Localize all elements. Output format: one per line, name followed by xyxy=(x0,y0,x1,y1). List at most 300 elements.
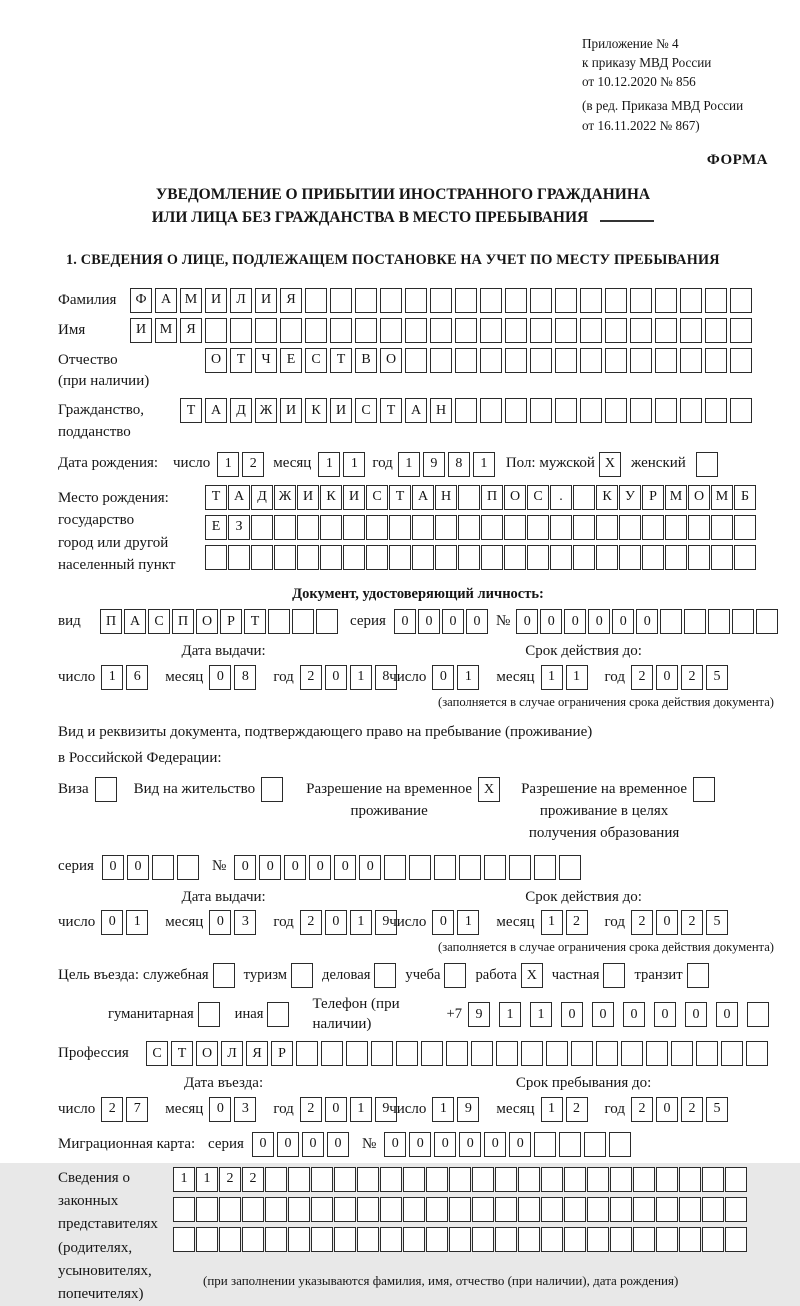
char-box[interactable] xyxy=(389,515,411,540)
char-box[interactable]: 1 xyxy=(318,452,340,477)
char-box[interactable]: 0 xyxy=(325,1097,347,1122)
char-box[interactable] xyxy=(219,1197,241,1222)
char-box[interactable]: 0 xyxy=(284,855,306,880)
char-box[interactable] xyxy=(480,398,502,423)
char-box[interactable]: 1 xyxy=(541,910,563,935)
char-box[interactable] xyxy=(630,318,652,343)
char-box[interactable]: Т xyxy=(205,485,227,510)
char-box[interactable] xyxy=(596,1041,618,1066)
char-box[interactable] xyxy=(405,288,427,313)
char-box[interactable] xyxy=(449,1197,471,1222)
char-box[interactable]: 3 xyxy=(234,1097,256,1122)
char-box[interactable] xyxy=(334,1197,356,1222)
char-box[interactable] xyxy=(316,609,338,634)
char-box[interactable]: 1 xyxy=(173,1167,195,1192)
char-box[interactable]: 0 xyxy=(656,910,678,935)
char-box[interactable] xyxy=(680,398,702,423)
char-box[interactable]: 0 xyxy=(656,1097,678,1122)
char-box[interactable] xyxy=(495,1227,517,1252)
char-box[interactable]: 0 xyxy=(564,609,586,634)
char-box[interactable] xyxy=(173,1197,195,1222)
char-box[interactable] xyxy=(311,1167,333,1192)
char-box[interactable] xyxy=(630,348,652,373)
char-box[interactable]: 0 xyxy=(685,1002,707,1027)
char-box[interactable] xyxy=(430,318,452,343)
char-box[interactable]: 0 xyxy=(334,855,356,880)
char-box[interactable]: 2 xyxy=(566,1097,588,1122)
char-box[interactable]: 2 xyxy=(681,910,703,935)
char-box[interactable]: Е xyxy=(280,348,302,373)
char-box[interactable] xyxy=(242,1227,264,1252)
char-box[interactable]: Р xyxy=(642,485,664,510)
char-box[interactable] xyxy=(746,1041,768,1066)
char-box[interactable]: О xyxy=(205,348,227,373)
char-box[interactable] xyxy=(380,288,402,313)
char-box[interactable]: 1 xyxy=(457,665,479,690)
char-box[interactable]: 2 xyxy=(101,1097,123,1122)
char-box[interactable] xyxy=(580,288,602,313)
char-box[interactable]: 1 xyxy=(473,452,495,477)
char-box[interactable]: 0 xyxy=(209,1097,231,1122)
char-box[interactable]: Ф xyxy=(130,288,152,313)
residence-issue-month[interactable] xyxy=(209,910,259,935)
char-box[interactable]: 1 xyxy=(457,910,479,935)
char-box[interactable] xyxy=(555,288,577,313)
char-box[interactable] xyxy=(564,1167,586,1192)
char-box[interactable]: О xyxy=(504,485,526,510)
char-box[interactable]: Б xyxy=(734,485,756,510)
char-box[interactable] xyxy=(430,348,452,373)
visa-checkbox[interactable] xyxy=(95,777,117,802)
char-box[interactable] xyxy=(605,318,627,343)
char-box[interactable] xyxy=(705,318,727,343)
char-box[interactable]: С xyxy=(355,398,377,423)
char-box[interactable] xyxy=(527,515,549,540)
char-box[interactable] xyxy=(596,515,618,540)
char-box[interactable] xyxy=(343,545,365,570)
char-box[interactable] xyxy=(660,609,682,634)
char-box[interactable]: Т xyxy=(330,348,352,373)
char-box[interactable] xyxy=(305,288,327,313)
char-box[interactable]: 0 xyxy=(516,609,538,634)
char-box[interactable]: 0 xyxy=(209,910,231,935)
char-box[interactable]: 1 xyxy=(566,665,588,690)
residence-expiry-day[interactable] xyxy=(432,910,482,935)
doc-type-input[interactable] xyxy=(100,609,340,634)
char-box[interactable] xyxy=(472,1227,494,1252)
char-box[interactable]: Р xyxy=(271,1041,293,1066)
char-box[interactable] xyxy=(721,1041,743,1066)
char-box[interactable] xyxy=(255,318,277,343)
char-box[interactable] xyxy=(705,348,727,373)
char-box[interactable] xyxy=(321,1041,343,1066)
female-checkbox[interactable] xyxy=(696,452,718,477)
purpose-study-checkbox[interactable] xyxy=(444,963,466,988)
char-box[interactable]: 0 xyxy=(588,609,610,634)
char-box[interactable]: Я xyxy=(280,288,302,313)
char-box[interactable]: 8 xyxy=(448,452,470,477)
char-box[interactable] xyxy=(711,545,733,570)
char-box[interactable] xyxy=(665,545,687,570)
char-box[interactable] xyxy=(573,515,595,540)
char-box[interactable] xyxy=(435,515,457,540)
char-box[interactable]: Т xyxy=(244,609,266,634)
char-box[interactable]: 1 xyxy=(398,452,420,477)
char-box[interactable]: 0 xyxy=(636,609,658,634)
char-box[interactable] xyxy=(274,515,296,540)
char-box[interactable] xyxy=(434,855,456,880)
char-box[interactable] xyxy=(446,1041,468,1066)
char-box[interactable] xyxy=(564,1227,586,1252)
char-box[interactable]: Ж xyxy=(255,398,277,423)
char-box[interactable] xyxy=(472,1197,494,1222)
char-box[interactable] xyxy=(173,1227,195,1252)
char-box[interactable] xyxy=(251,515,273,540)
char-box[interactable]: 0 xyxy=(442,609,464,634)
char-box[interactable]: 0 xyxy=(623,1002,645,1027)
migration-number-input[interactable] xyxy=(384,1132,634,1157)
char-box[interactable]: 1 xyxy=(343,452,365,477)
char-box[interactable] xyxy=(555,318,577,343)
char-box[interactable] xyxy=(708,609,730,634)
char-box[interactable] xyxy=(730,318,752,343)
residence-expiry-year[interactable] xyxy=(631,910,731,935)
char-box[interactable]: Т xyxy=(230,348,252,373)
char-box[interactable]: 1 xyxy=(126,910,148,935)
identity-expiry-month[interactable] xyxy=(541,665,591,690)
char-box[interactable] xyxy=(725,1167,747,1192)
char-box[interactable]: Р xyxy=(220,609,242,634)
char-box[interactable] xyxy=(702,1167,724,1192)
char-box[interactable]: 0 xyxy=(509,1132,531,1157)
char-box[interactable] xyxy=(725,1197,747,1222)
char-box[interactable] xyxy=(702,1227,724,1252)
stay-month[interactable] xyxy=(541,1097,591,1122)
char-box[interactable] xyxy=(734,545,756,570)
representatives-row3-input[interactable] xyxy=(173,1227,748,1252)
char-box[interactable]: 0 xyxy=(302,1132,324,1157)
char-box[interactable]: К xyxy=(305,398,327,423)
char-box[interactable] xyxy=(734,515,756,540)
char-box[interactable] xyxy=(357,1197,379,1222)
char-box[interactable] xyxy=(480,318,502,343)
char-box[interactable]: 2 xyxy=(300,1097,322,1122)
char-box[interactable]: И xyxy=(205,288,227,313)
char-box[interactable] xyxy=(555,348,577,373)
char-box[interactable] xyxy=(409,855,431,880)
char-box[interactable]: 2 xyxy=(631,1097,653,1122)
char-box[interactable]: 5 xyxy=(706,1097,728,1122)
char-box[interactable]: 0 xyxy=(394,609,416,634)
char-box[interactable] xyxy=(357,1227,379,1252)
entry-year[interactable] xyxy=(300,1097,400,1122)
char-box[interactable] xyxy=(455,318,477,343)
char-box[interactable]: М xyxy=(180,288,202,313)
char-box[interactable] xyxy=(530,348,552,373)
char-box[interactable] xyxy=(696,1041,718,1066)
char-box[interactable]: 9 xyxy=(375,910,397,935)
char-box[interactable]: 0 xyxy=(561,1002,583,1027)
char-box[interactable]: 0 xyxy=(434,1132,456,1157)
char-box[interactable] xyxy=(527,545,549,570)
char-box[interactable] xyxy=(177,855,199,880)
char-box[interactable] xyxy=(355,288,377,313)
char-box[interactable]: И xyxy=(343,485,365,510)
char-box[interactable] xyxy=(541,1227,563,1252)
char-box[interactable]: 5 xyxy=(706,910,728,935)
entry-month[interactable] xyxy=(209,1097,259,1122)
birth-day-input[interactable] xyxy=(217,452,267,477)
char-box[interactable] xyxy=(426,1197,448,1222)
male-checkbox[interactable]: X xyxy=(599,452,621,477)
char-box[interactable]: Ж xyxy=(274,485,296,510)
char-box[interactable] xyxy=(288,1197,310,1222)
char-box[interactable]: Т xyxy=(380,398,402,423)
char-box[interactable] xyxy=(521,1041,543,1066)
char-box[interactable] xyxy=(458,485,480,510)
char-box[interactable] xyxy=(280,318,302,343)
char-box[interactable]: О xyxy=(196,1041,218,1066)
char-box[interactable]: 1 xyxy=(350,665,372,690)
char-box[interactable] xyxy=(587,1227,609,1252)
char-box[interactable] xyxy=(610,1227,632,1252)
char-box[interactable]: 0 xyxy=(418,609,440,634)
char-box[interactable] xyxy=(196,1197,218,1222)
char-box[interactable] xyxy=(496,1041,518,1066)
char-box[interactable]: Л xyxy=(221,1041,243,1066)
char-box[interactable] xyxy=(449,1227,471,1252)
entry-day[interactable] xyxy=(101,1097,151,1122)
char-box[interactable] xyxy=(305,318,327,343)
char-box[interactable]: О xyxy=(196,609,218,634)
char-box[interactable]: Т xyxy=(389,485,411,510)
char-box[interactable]: 0 xyxy=(327,1132,349,1157)
char-box[interactable] xyxy=(389,545,411,570)
char-box[interactable] xyxy=(730,348,752,373)
char-box[interactable] xyxy=(455,398,477,423)
char-box[interactable] xyxy=(366,545,388,570)
char-box[interactable] xyxy=(711,515,733,540)
residence-issue-day[interactable] xyxy=(101,910,151,935)
char-box[interactable]: 9 xyxy=(423,452,445,477)
char-box[interactable]: 9 xyxy=(375,1097,397,1122)
char-box[interactable]: 1 xyxy=(101,665,123,690)
char-box[interactable]: И xyxy=(330,398,352,423)
char-box[interactable] xyxy=(228,545,250,570)
char-box[interactable] xyxy=(609,1132,631,1157)
char-box[interactable] xyxy=(546,1041,568,1066)
char-box[interactable]: У xyxy=(619,485,641,510)
char-box[interactable]: 0 xyxy=(277,1132,299,1157)
char-box[interactable] xyxy=(292,609,314,634)
char-box[interactable] xyxy=(495,1167,517,1192)
char-box[interactable] xyxy=(655,318,677,343)
identity-issue-month[interactable] xyxy=(209,665,259,690)
char-box[interactable] xyxy=(230,318,252,343)
char-box[interactable]: 0 xyxy=(466,609,488,634)
char-box[interactable] xyxy=(725,1227,747,1252)
char-box[interactable] xyxy=(205,545,227,570)
char-box[interactable]: С xyxy=(305,348,327,373)
char-box[interactable] xyxy=(518,1167,540,1192)
citizenship-input[interactable] xyxy=(180,398,755,423)
char-box[interactable] xyxy=(605,288,627,313)
purpose-private-checkbox[interactable] xyxy=(603,963,625,988)
char-box[interactable] xyxy=(481,545,503,570)
char-box[interactable] xyxy=(655,288,677,313)
char-box[interactable] xyxy=(596,545,618,570)
char-box[interactable]: 0 xyxy=(309,855,331,880)
char-box[interactable] xyxy=(518,1197,540,1222)
surname-input[interactable] xyxy=(130,288,755,313)
char-box[interactable]: П xyxy=(100,609,122,634)
char-box[interactable] xyxy=(630,288,652,313)
char-box[interactable] xyxy=(403,1227,425,1252)
char-box[interactable] xyxy=(320,545,342,570)
char-box[interactable] xyxy=(642,515,664,540)
char-box[interactable] xyxy=(330,318,352,343)
char-box[interactable] xyxy=(435,545,457,570)
char-box[interactable]: А xyxy=(155,288,177,313)
char-box[interactable] xyxy=(541,1167,563,1192)
temp-residence-education-checkbox[interactable] xyxy=(693,777,715,802)
char-box[interactable]: 1 xyxy=(499,1002,521,1027)
char-box[interactable] xyxy=(605,348,627,373)
char-box[interactable]: 0 xyxy=(252,1132,274,1157)
char-box[interactable]: 0 xyxy=(259,855,281,880)
char-box[interactable] xyxy=(580,348,602,373)
purpose-humanitarian-checkbox[interactable] xyxy=(198,1002,220,1027)
purpose-transit-checkbox[interactable] xyxy=(687,963,709,988)
char-box[interactable] xyxy=(265,1197,287,1222)
char-box[interactable] xyxy=(366,515,388,540)
char-box[interactable] xyxy=(534,1132,556,1157)
char-box[interactable]: 2 xyxy=(300,665,322,690)
char-box[interactable] xyxy=(550,545,572,570)
char-box[interactable] xyxy=(471,1041,493,1066)
char-box[interactable] xyxy=(405,348,427,373)
identity-issue-year[interactable] xyxy=(300,665,400,690)
char-box[interactable]: 1 xyxy=(432,1097,454,1122)
char-box[interactable] xyxy=(621,1041,643,1066)
char-box[interactable]: 2 xyxy=(631,665,653,690)
doc-number-input[interactable] xyxy=(516,609,780,634)
char-box[interactable] xyxy=(756,609,778,634)
char-box[interactable]: А xyxy=(124,609,146,634)
birth-month-input[interactable] xyxy=(318,452,368,477)
char-box[interactable]: С xyxy=(366,485,388,510)
purpose-other-checkbox[interactable] xyxy=(267,1002,289,1027)
char-box[interactable] xyxy=(505,398,527,423)
char-box[interactable]: 0 xyxy=(716,1002,738,1027)
char-box[interactable] xyxy=(505,318,527,343)
char-box[interactable]: 0 xyxy=(384,1132,406,1157)
char-box[interactable]: 2 xyxy=(681,665,703,690)
stay-day[interactable] xyxy=(432,1097,482,1122)
char-box[interactable] xyxy=(296,1041,318,1066)
char-box[interactable] xyxy=(655,398,677,423)
char-box[interactable]: О xyxy=(688,485,710,510)
char-box[interactable]: 0 xyxy=(654,1002,676,1027)
representatives-row1-input[interactable] xyxy=(173,1167,748,1192)
char-box[interactable] xyxy=(484,855,506,880)
char-box[interactable]: И xyxy=(130,318,152,343)
char-box[interactable] xyxy=(587,1167,609,1192)
char-box[interactable] xyxy=(747,1002,769,1027)
char-box[interactable] xyxy=(458,515,480,540)
char-box[interactable] xyxy=(504,545,526,570)
char-box[interactable] xyxy=(550,515,572,540)
char-box[interactable] xyxy=(288,1227,310,1252)
migration-series-input[interactable] xyxy=(252,1132,352,1157)
char-box[interactable]: Д xyxy=(230,398,252,423)
char-box[interactable] xyxy=(559,855,581,880)
char-box[interactable] xyxy=(265,1167,287,1192)
char-box[interactable] xyxy=(288,1167,310,1192)
char-box[interactable]: . xyxy=(550,485,572,510)
char-box[interactable] xyxy=(274,545,296,570)
char-box[interactable]: 0 xyxy=(612,609,634,634)
char-box[interactable] xyxy=(330,288,352,313)
profession-input[interactable] xyxy=(146,1041,771,1066)
char-box[interactable]: 0 xyxy=(325,665,347,690)
char-box[interactable]: 0 xyxy=(656,665,678,690)
char-box[interactable]: Т xyxy=(171,1041,193,1066)
char-box[interactable]: 1 xyxy=(196,1167,218,1192)
char-box[interactable] xyxy=(455,348,477,373)
purpose-tourism-checkbox[interactable] xyxy=(291,963,313,988)
char-box[interactable]: А xyxy=(228,485,250,510)
identity-expiry-day[interactable] xyxy=(432,665,482,690)
char-box[interactable]: 1 xyxy=(350,1097,372,1122)
char-box[interactable] xyxy=(530,318,552,343)
char-box[interactable] xyxy=(242,1197,264,1222)
char-box[interactable] xyxy=(680,288,702,313)
char-box[interactable]: М xyxy=(155,318,177,343)
char-box[interactable] xyxy=(421,1041,443,1066)
char-box[interactable]: И xyxy=(297,485,319,510)
char-box[interactable] xyxy=(357,1167,379,1192)
char-box[interactable] xyxy=(384,855,406,880)
char-box[interactable]: К xyxy=(596,485,618,510)
char-box[interactable]: 1 xyxy=(350,910,372,935)
char-box[interactable] xyxy=(732,609,754,634)
char-box[interactable] xyxy=(412,515,434,540)
char-box[interactable]: 0 xyxy=(325,910,347,935)
char-box[interactable] xyxy=(403,1197,425,1222)
char-box[interactable] xyxy=(219,1227,241,1252)
char-box[interactable]: 2 xyxy=(631,910,653,935)
char-box[interactable] xyxy=(455,288,477,313)
char-box[interactable]: 0 xyxy=(459,1132,481,1157)
char-box[interactable] xyxy=(346,1041,368,1066)
char-box[interactable]: 2 xyxy=(300,910,322,935)
char-box[interactable] xyxy=(580,398,602,423)
purpose-work-checkbox[interactable]: X xyxy=(521,963,543,988)
char-box[interactable] xyxy=(679,1167,701,1192)
char-box[interactable]: 2 xyxy=(566,910,588,935)
char-box[interactable]: 9 xyxy=(457,1097,479,1122)
char-box[interactable] xyxy=(449,1167,471,1192)
char-box[interactable]: С xyxy=(527,485,549,510)
char-box[interactable] xyxy=(343,515,365,540)
char-box[interactable]: 8 xyxy=(234,665,256,690)
char-box[interactable] xyxy=(610,1197,632,1222)
char-box[interactable] xyxy=(605,398,627,423)
char-box[interactable]: 3 xyxy=(234,910,256,935)
char-box[interactable]: И xyxy=(255,288,277,313)
residence-issue-year[interactable] xyxy=(300,910,400,935)
